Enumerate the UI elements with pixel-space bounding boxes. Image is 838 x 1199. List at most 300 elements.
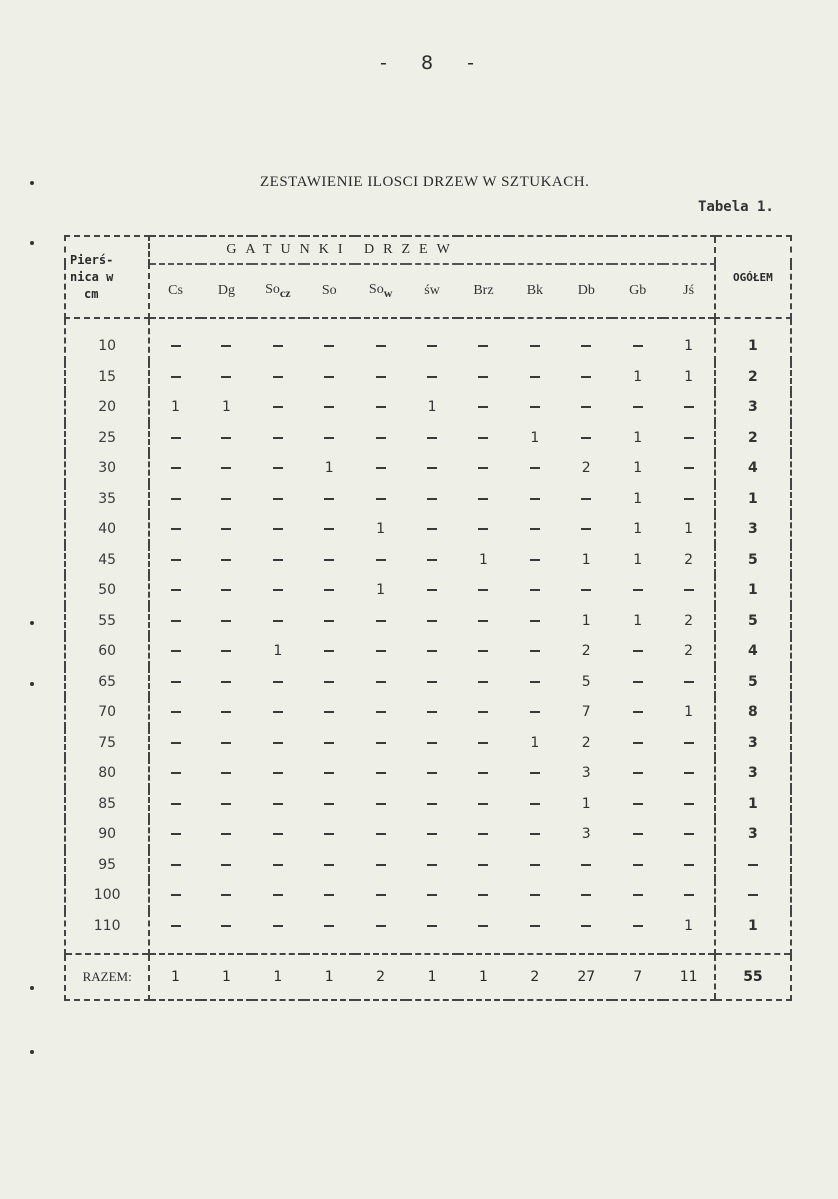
dash-mark [273,681,283,683]
count-cell [458,850,509,881]
count-cell [355,880,406,911]
count-cell [304,514,355,545]
dash-mark [633,589,643,591]
dash-mark [530,650,540,652]
diameter-cell: 65 [65,667,149,698]
dash-mark [684,406,694,408]
count-cell [355,545,406,576]
dash-mark [376,559,386,561]
dash-mark [581,528,591,530]
dash-mark [171,681,181,683]
dash-mark [324,711,334,713]
count-cell [252,362,303,393]
diameter-header-line: nica w [70,269,114,284]
count-cell [458,819,509,850]
count-cell [304,545,355,576]
count-cell [201,819,252,850]
dash-mark [171,650,181,652]
table-row [65,667,791,698]
count-cell [509,575,560,606]
count-cell [201,453,252,484]
row-total-cell: 3 [715,392,791,423]
count-cell [509,545,560,576]
dash-mark [478,894,488,896]
count-cell [201,850,252,881]
count-cell [406,850,457,881]
count-cell [149,880,200,911]
count-cell: 1 [376,521,386,538]
table-row [65,545,791,576]
count-cell: 1 [530,429,540,446]
margin-mark [30,181,34,185]
row-total-cell: 3 [715,514,791,545]
dash-mark [171,437,181,439]
dash-mark [376,803,386,805]
count-cell [458,911,509,955]
count-cell: 1 [633,490,643,507]
dash-mark [748,864,758,866]
count-cell [663,667,714,698]
dash-mark [376,711,386,713]
table-row [65,514,791,545]
count-cell [406,606,457,637]
count-cell [149,667,200,698]
dash-mark [171,864,181,866]
dash-mark [273,528,283,530]
dash-mark [376,467,386,469]
dash-mark [478,498,488,500]
sum-cell: 1 [304,954,355,1000]
count-cell [612,667,663,698]
count-cell [201,728,252,759]
count-cell [458,484,509,515]
count-cell: 1 [633,460,643,477]
species-subscript: w [383,285,393,300]
dash-mark [171,620,181,622]
dash-mark [530,589,540,591]
dash-mark [684,437,694,439]
count-cell [252,697,303,728]
count-cell [252,667,303,698]
count-cell [612,318,663,362]
margin-mark [30,986,34,990]
count-cell: 1 [427,399,437,416]
count-cell [149,789,200,820]
dash-mark [530,711,540,713]
count-cell [406,911,457,955]
count-cell [458,728,509,759]
dash-mark [427,467,437,469]
count-cell [252,728,303,759]
dash-mark [324,589,334,591]
dash-mark [324,345,334,347]
dash-mark [633,406,643,408]
dash-mark [684,681,694,683]
count-cell [561,423,612,454]
species-label: So [368,281,384,297]
margin-mark [30,621,34,625]
count-cell [561,911,612,955]
count-cell [406,789,457,820]
count-cell [406,728,457,759]
margin-mark [30,241,34,245]
count-cell [458,575,509,606]
count-cell: 1 [530,734,540,751]
count-cell [252,850,303,881]
count-cell [201,545,252,576]
row-total-cell: 3 [715,728,791,759]
diameter-cell: 30 [65,453,149,484]
species-header-cell [304,264,355,318]
row-total-cell: 5 [715,545,791,576]
diameter-header [65,236,149,318]
count-cell [406,453,457,484]
dash-mark [478,589,488,591]
dash-mark [324,406,334,408]
count-cell [304,728,355,759]
count-cell [201,575,252,606]
count-cell [355,789,406,820]
count-cell: 1 [633,612,643,629]
count-cell [252,423,303,454]
diameter-cell: 110 [65,911,149,955]
count-cell [304,758,355,789]
dash-mark [633,803,643,805]
table-row [65,484,791,515]
dash-mark [478,376,488,378]
count-cell [458,362,509,393]
dash-mark [684,894,694,896]
count-cell [663,758,714,789]
count-cell [304,880,355,911]
dash-mark [221,772,231,774]
count-cell [149,575,200,606]
count-cell: 1 [324,460,334,477]
count-cell [509,484,560,515]
dash-mark [427,742,437,744]
count-cell [509,392,560,423]
table-row [65,423,791,454]
count-cell [149,636,200,667]
count-cell [304,850,355,881]
count-cell [304,789,355,820]
dash-mark [221,559,231,561]
dash-mark [684,833,694,835]
dash-mark [376,681,386,683]
count-cell [612,850,663,881]
dash-mark [427,772,437,774]
count-cell: 3 [581,826,591,843]
count-cell [201,362,252,393]
dash-mark [171,345,181,347]
dash-mark [478,711,488,713]
count-cell: 1 [684,368,694,385]
dash-mark [171,772,181,774]
count-cell [612,789,663,820]
dash-mark [581,498,591,500]
species-label: Brz [473,283,494,298]
dash-mark [221,711,231,713]
count-cell [561,880,612,911]
dash-mark [530,681,540,683]
species-label: Dg [217,283,235,298]
dash-mark [633,711,643,713]
dash-mark [581,406,591,408]
count-cell [509,453,560,484]
count-cell [149,545,200,576]
diameter-header-line: cm [84,286,99,301]
dash-mark [324,833,334,835]
count-cell [355,453,406,484]
count-cell [561,362,612,393]
total-header: OGÓŁEM [715,236,791,318]
species-label: Bk [526,283,544,298]
dash-mark [684,772,694,774]
count-cell: 1 [684,704,694,721]
row-total-cell: 5 [715,606,791,637]
dash-mark [273,620,283,622]
species-label: Gb [629,283,647,298]
count-cell: 1 [581,795,591,812]
count-cell [149,606,200,637]
dash-mark [478,620,488,622]
dash-mark [427,833,437,835]
count-cell [663,728,714,759]
species-group-header: GATUNKI DRZEW [149,236,715,264]
diameter-cell: 80 [65,758,149,789]
count-cell [304,819,355,850]
dash-mark [478,437,488,439]
row-total-cell [715,880,791,911]
dash-mark [171,376,181,378]
count-cell [355,423,406,454]
count-cell [304,318,355,362]
count-cell [458,318,509,362]
count-cell [612,880,663,911]
dash-mark [324,498,334,500]
margin-mark [30,682,34,686]
dash-mark [324,559,334,561]
species-label: So [321,283,337,298]
dash-mark [478,528,488,530]
count-cell [252,911,303,955]
count-cell [406,819,457,850]
species-header-cell [458,264,509,318]
count-cell [406,636,457,667]
species-header-cell [509,264,560,318]
count-cell [201,789,252,820]
dash-mark [427,376,437,378]
dash-mark [221,345,231,347]
dash-mark [530,833,540,835]
dash-mark [581,864,591,866]
dash-mark [221,528,231,530]
sum-cell: 1 [406,954,457,1000]
dash-mark [478,803,488,805]
table-row [65,575,791,606]
count-cell [612,575,663,606]
dash-mark [427,803,437,805]
row-total-cell: 1 [715,484,791,515]
count-cell [509,819,560,850]
dash-mark [581,894,591,896]
dash-mark [581,376,591,378]
dash-mark [324,376,334,378]
count-cell [612,728,663,759]
dash-mark [478,772,488,774]
row-total-cell [715,850,791,881]
species-label: Cs [168,283,183,298]
table-row [65,789,791,820]
dash-mark [684,803,694,805]
count-cell [201,758,252,789]
dash-mark [171,711,181,713]
table-label: Tabela 1. [698,199,774,215]
dash-mark [324,803,334,805]
diameter-cell: 35 [65,484,149,515]
count-cell [509,636,560,667]
table-row [65,318,791,362]
count-cell [561,392,612,423]
count-cell [612,392,663,423]
dash-mark [221,803,231,805]
count-cell: 1 [684,917,694,934]
count-cell [201,318,252,362]
count-cell [612,819,663,850]
tree-count-table [64,235,792,1001]
dash-mark [221,650,231,652]
count-cell [149,453,200,484]
row-total-cell: 1 [715,789,791,820]
dash-mark [376,772,386,774]
table-row [65,880,791,911]
table-row [65,362,791,393]
table-row [65,911,791,955]
dash-mark [324,742,334,744]
species-label: Jś [683,283,695,298]
sum-cell: 1 [458,954,509,1000]
dash-mark [633,345,643,347]
sum-row [65,954,791,1000]
dash-mark [324,650,334,652]
species-header-cell [252,264,303,318]
count-cell [304,911,355,955]
count-cell [458,636,509,667]
dash-mark [273,345,283,347]
count-cell [509,362,560,393]
species-label: So [265,281,280,297]
dash-mark [221,437,231,439]
table-row [65,453,791,484]
count-cell [509,514,560,545]
count-cell [561,514,612,545]
diameter-cell: 15 [65,362,149,393]
dash-mark [633,864,643,866]
table-row [65,819,791,850]
dash-mark [478,681,488,683]
count-cell: 2 [684,612,694,629]
count-cell [509,789,560,820]
row-total-cell: 2 [715,362,791,393]
dash-mark [530,803,540,805]
count-cell: 1 [221,399,231,416]
dash-mark [684,498,694,500]
dash-mark [273,406,283,408]
count-cell [406,545,457,576]
dash-mark [427,650,437,652]
count-cell [458,514,509,545]
dash-mark [376,925,386,927]
species-header-cell [406,264,457,318]
dash-mark [273,467,283,469]
dash-mark [221,894,231,896]
count-cell [509,667,560,698]
dash-mark [530,406,540,408]
count-cell [149,514,200,545]
count-cell [509,880,560,911]
sum-cell: 1 [252,954,303,1000]
dash-mark [273,803,283,805]
row-total-cell: 1 [715,318,791,362]
dash-mark [427,711,437,713]
count-cell: 2 [581,460,591,477]
count-cell [406,880,457,911]
count-cell [355,728,406,759]
sum-cell: 2 [355,954,406,1000]
count-cell [252,484,303,515]
dash-mark [427,498,437,500]
count-cell [663,789,714,820]
dash-mark [273,772,283,774]
count-cell [458,392,509,423]
count-cell [355,697,406,728]
diameter-cell: 100 [65,880,149,911]
dash-mark [273,711,283,713]
dash-mark [530,498,540,500]
count-cell [304,606,355,637]
dash-mark [171,894,181,896]
dash-mark [530,528,540,530]
dash-mark [324,437,334,439]
dash-mark [581,437,591,439]
count-cell: 1 [633,429,643,446]
count-cell [458,880,509,911]
dash-mark [221,833,231,835]
count-cell [201,667,252,698]
count-cell [304,362,355,393]
dash-mark [684,589,694,591]
count-cell [663,453,714,484]
count-cell [355,606,406,637]
count-cell [406,423,457,454]
count-cell [509,697,560,728]
dash-mark [478,833,488,835]
dash-mark [427,437,437,439]
dash-mark [478,467,488,469]
row-total-cell: 3 [715,819,791,850]
dash-mark [171,528,181,530]
row-total-cell: 8 [715,697,791,728]
count-cell [252,789,303,820]
count-cell [252,318,303,362]
count-cell [458,667,509,698]
dash-mark [171,589,181,591]
dash-mark [273,498,283,500]
count-cell [304,575,355,606]
row-total-cell: 1 [715,911,791,955]
count-cell: 2 [581,734,591,751]
row-total-cell: 4 [715,453,791,484]
